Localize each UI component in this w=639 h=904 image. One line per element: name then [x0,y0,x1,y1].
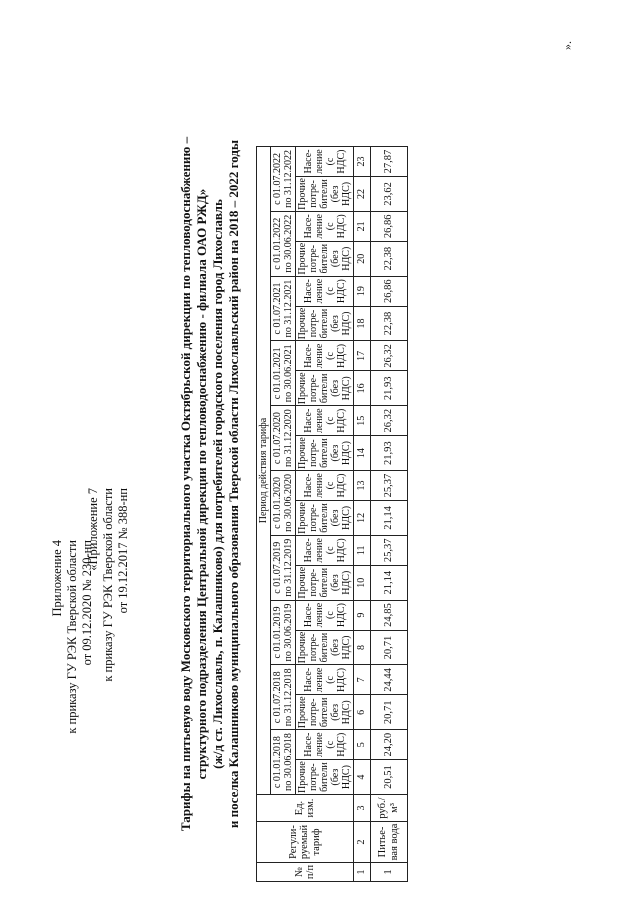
title-line: Тарифы на питьевую воду Московского территориального участка Октябрьской дирекции по тепловодоснабжению – [178,136,193,832]
period-cell: с 01.07.2022 по 31.12.2022 [271,147,296,212]
tariff-value-cell: 26,32 [370,341,407,371]
column-number: 1 [354,863,371,882]
column-number: 23 [354,147,371,177]
consumer-population-header: Насе-ление (с НДС) [296,600,354,630]
column-number: 10 [354,565,371,600]
consumer-other-header: Прочие потре-бители (без НДС) [297,178,352,210]
consumer-other-header: Прочие потре-бители (без НДС) [297,566,352,599]
tariff-value-cell: 20,71 [370,630,407,665]
col-no-header: № п/п [257,863,354,882]
column-number: 17 [354,341,371,371]
column-number: 20 [354,241,371,276]
tariff-value-cell: 26,86 [370,211,407,241]
appendix-7-line: от 19.12.2017 № 388-нп [116,488,130,614]
consumer-population-header: Насе-ление (с НДС) [296,406,354,436]
column-number: 19 [354,276,371,306]
consumer-population-header: Насе-ление (с НДС) [296,211,354,241]
appendix-4-line: Приложение 4 [50,540,64,617]
tariff-table [256,146,408,882]
consumer-other-header: Прочие потре-бители (без НДС) [297,242,352,275]
column-number: 21 [354,211,371,241]
consumer-other-header: Прочие потре-бители (без НДС) [297,437,352,470]
row-unit: руб./м³ [370,795,407,822]
tariff-value-cell: 21,14 [370,501,407,536]
column-number: 14 [354,436,371,471]
consumer-other-header: Прочие потре-бители (без НДС) [297,761,352,793]
row-name: Питье-вая вода [370,822,407,863]
numbering-row [354,147,371,882]
column-number: 8 [354,630,371,665]
tariff-value-cell: 27,87 [370,147,407,177]
consumer-population-header: Насе-ление (с НДС) [296,341,354,371]
column-number: 4 [354,760,371,795]
column-number: 15 [354,406,371,436]
title-line: (ж/д ст. Лихославль, п. Калашниково) для потребителей городского поселения город Лихославль [210,199,225,769]
period-cell: с 01.01.2019 по 30.06.2019 [271,600,296,665]
period-cell: с 01.01.2018 по 30.06.2018 [271,730,296,795]
consumer-other-header: Прочие потре-бители (без НДС) [297,631,352,664]
column-number: 2 [354,822,371,863]
column-number: 7 [354,665,371,695]
tariff-value-cell: 25,37 [370,535,407,565]
col-name-header: Регули-руемый тариф [257,822,354,863]
period-cell: с 01.01.2020 по 30.06.2020 [271,471,296,536]
column-number: 3 [354,795,371,822]
column-number: 12 [354,501,371,536]
tariff-value-cell: 21,93 [370,436,407,471]
tariff-value-cell: 26,32 [370,406,407,436]
column-number: 6 [354,695,371,730]
document-title [178,84,242,884]
appendix-7-line: «Приложение 7 [86,488,100,571]
consumer-population-header: Насе-ление (с НДС) [296,665,354,695]
consumer-other-header: Прочие потре-бители (без НДС) [297,307,352,340]
tariff-value-cell: 21,14 [370,565,407,600]
table-row [370,147,407,882]
tariff-value-cell: 22,38 [370,306,407,341]
period-cell: с 01.07.2021 по 31.12.2021 [271,276,296,341]
consumer-other-header: Прочие потре-бители (без НДС) [297,696,352,729]
consumer-population-header: Насе-ление (с НДС) [296,147,354,177]
column-number: 16 [354,371,371,406]
consumer-other-header: Прочие потре-бители (без НДС) [297,502,352,534]
tariff-value-cell: 23,62 [370,177,407,212]
consumer-row [296,147,354,882]
col-unit-header: Ед. изм. [257,795,354,822]
consumer-population-header: Насе-ление (с НДС) [296,730,354,760]
tariff-value-cell: 20,51 [370,760,407,795]
consumer-other-header: Прочие потре-бители (без НДС) [297,372,352,405]
row-no: 1 [370,863,407,882]
period-cell: с 01.01.2021 по 30.06.2021 [271,341,296,406]
column-number: 13 [354,471,371,501]
appendix-7-header [86,488,131,682]
column-number: 22 [354,177,371,212]
tariff-value-cell: 24,85 [370,600,407,630]
column-number: 11 [354,535,371,565]
period-cell: с 01.07.2020 по 31.12.2020 [271,406,296,471]
column-number: 18 [354,306,371,341]
period-cell: с 01.01.2022 по 30.06.2022 [271,211,296,276]
column-number: 5 [354,730,371,760]
consumer-population-header: Насе-ление (с НДС) [296,535,354,565]
column-number: 9 [354,600,371,630]
tariff-value-cell: 26,86 [370,276,407,306]
tariff-value-cell: 21,93 [370,371,407,406]
tariff-value-cell: 22,38 [370,241,407,276]
appendix-4-line: от 09.12.2020 № 230-нп [80,540,94,666]
title-line: структурного подразделения Центральной дирекции по тепловодоснабжению - филиала ОАО РЖД» [194,188,209,780]
consumer-population-header: Насе-ление (с НДС) [296,471,354,501]
tariff-value-cell: 24,44 [370,665,407,695]
tariff-value-cell: 20,71 [370,695,407,730]
period-row [271,147,296,882]
period-cell: с 01.07.2018 по 31.12.2018 [271,665,296,730]
tariff-value-cell: 24,20 [370,730,407,760]
period-cell: с 01.07.2019 по 31.12.2019 [271,535,296,600]
end-mark: ». [560,41,574,50]
appendix-7-line: к приказу ГУ РЭК Тверской области [101,488,115,682]
tariff-value-cell: 25,37 [370,471,407,501]
period-header: Период действия тарифа [257,147,271,795]
consumer-population-header: Насе-ление (с НДС) [296,276,354,306]
title-line: и поселка Калашниково муниципального образования Тверской области Лихославльский район на 2018 – 2022 годы [226,139,241,829]
appendix-4-line: к приказу ГУ РЭК Тверской области [65,540,79,734]
